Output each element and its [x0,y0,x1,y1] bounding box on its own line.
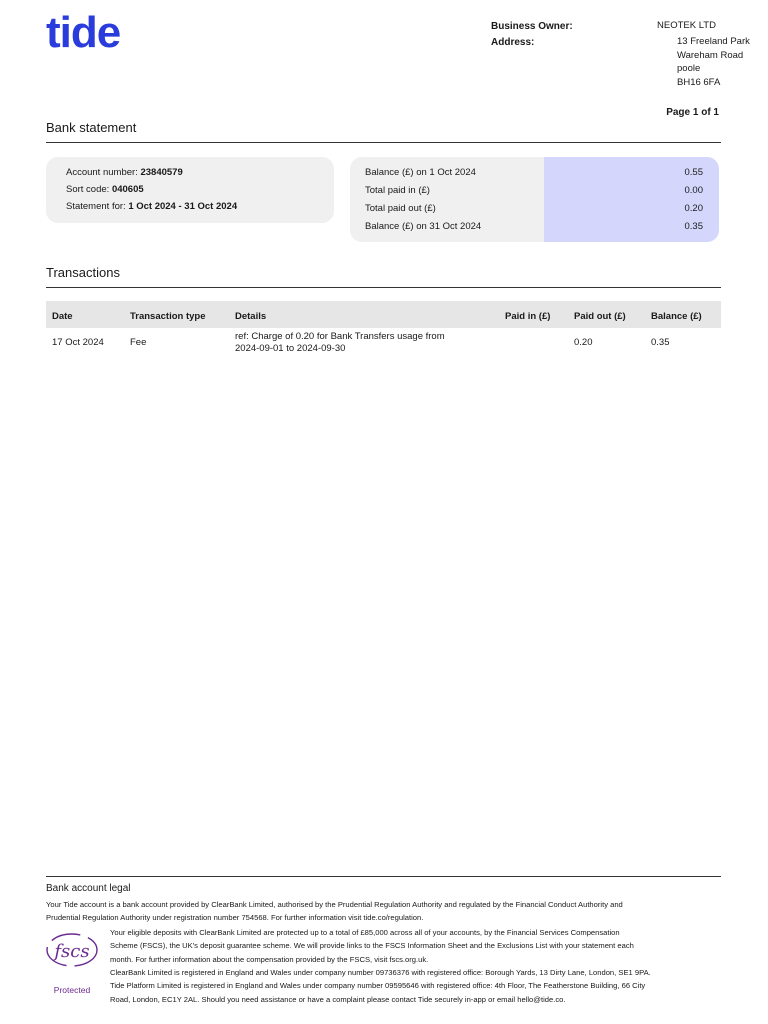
legal-paragraph [110,926,726,966]
fscs-logo-text: fscs [54,941,90,962]
address-label: Address: [491,37,535,48]
balance-label: Total paid out (£) [365,203,436,214]
account-number-value: 23840579 [140,167,183,178]
column-header-details: Details [235,311,267,322]
balance-value: 0.55 [684,167,703,178]
account-number-label: Account number: [66,167,138,178]
column-header-balance: Balance (£) [651,311,702,322]
divider [46,876,721,877]
legal-line: Road, London, EC1Y 2AL. Should you need assistance or have a complaint please contact Tide securely in-app or email hello@tide.co. [110,994,566,1004]
table-header [46,301,721,328]
sort-code-value: 040605 [111,184,144,195]
details-line: ref: Charge of 0.20 for Bank Transfers usage from [235,331,445,342]
address-line: BH16 6FA [677,76,721,88]
legal-line: month. For further information about the compensation provided by the FSCS, visit fscs.org.uk. [110,954,429,964]
divider [46,142,721,143]
legal-line: Your eligible deposits with ClearBank Limited are protected up to a total of £85,000 across all of your accounts, by the Financial Services Compensation [110,928,620,937]
account-details-card [46,157,334,223]
table-row [46,328,721,358]
statement-for-label: Statement for: [66,201,126,212]
cell-paid-out: 0.20 [574,337,593,348]
fscs-protected-logo [44,930,100,994]
legal-line: Your Tide account is a bank account provided by ClearBank Limited, authorised by the Prudential Regulation Authority and regulated by the Financial Conduct Authority and [46,900,623,909]
statement-period-value: 1 Oct 2024 - 31 Oct 2024 [128,201,238,212]
balance-value: 0.00 [684,185,703,196]
divider [46,287,721,288]
address-block [677,35,750,89]
details-line: 2024-09-01 to 2024-09-30 [235,343,346,354]
account-number-row [66,167,183,178]
legal-line: Prudential Regulation Authority under registration number 754568. For further information visit tide.co/regulation. [46,913,424,923]
legal-paragraph [46,898,726,925]
balance-label: Total paid in (£) [365,185,430,196]
sort-code-label: Sort code: [66,184,110,195]
column-header-paid-in: Paid in (£) [505,311,551,322]
page-title: Bank statement [46,120,137,135]
fscs-icon [44,930,100,974]
balance-value: 0.20 [684,203,703,214]
cell-type: Fee [130,337,147,348]
cell-date: 17 Oct 2024 [52,337,104,348]
address-line: poole [677,63,701,74]
fscs-protected-label: Protected [53,985,91,995]
page-number: Page 1 of 1 [666,107,719,118]
balance-value: 0.35 [684,221,703,232]
business-owner-label: Business Owner: [491,21,573,32]
cell-balance: 0.35 [651,337,670,348]
legal-line: Tide Platform Limited is registered in England and Wales under company number 09595646 with registered office: 4th Floor, The Featherstone Building, 66 City [110,981,646,991]
sort-code-row [66,184,144,195]
legal-line: Scheme (FSCS), the UK's deposit guarantee scheme. We will provide links to the FSCS Information Sheet and the Exclusions List with your statement each [110,941,634,951]
column-header-date: Date [52,311,73,322]
statement-period-row [66,201,237,212]
tide-logo: tide [46,8,121,57]
balance-summary-card [350,157,719,242]
business-owner-value: NEOTEK LTD [657,20,716,31]
legal-paragraph [110,966,726,1006]
address-line: 13 Freeland Park [677,36,750,47]
address-line: Wareham Road [677,49,744,61]
legal-title: Bank account legal [46,883,131,894]
balance-label: Balance (£) on 31 Oct 2024 [365,221,482,232]
transactions-title: Transactions [46,265,120,280]
cell-details [235,331,445,355]
legal-line: ClearBank Limited is registered in England and Wales under company number 09736376 with registered office: Borough Yards, 13 Dirty Lane, London, SE1 9PA. [110,968,651,977]
column-header-type: Transaction type [130,311,206,322]
balance-label: Balance (£) on 1 Oct 2024 [365,167,476,178]
column-header-paid-out: Paid out (£) [574,311,626,322]
